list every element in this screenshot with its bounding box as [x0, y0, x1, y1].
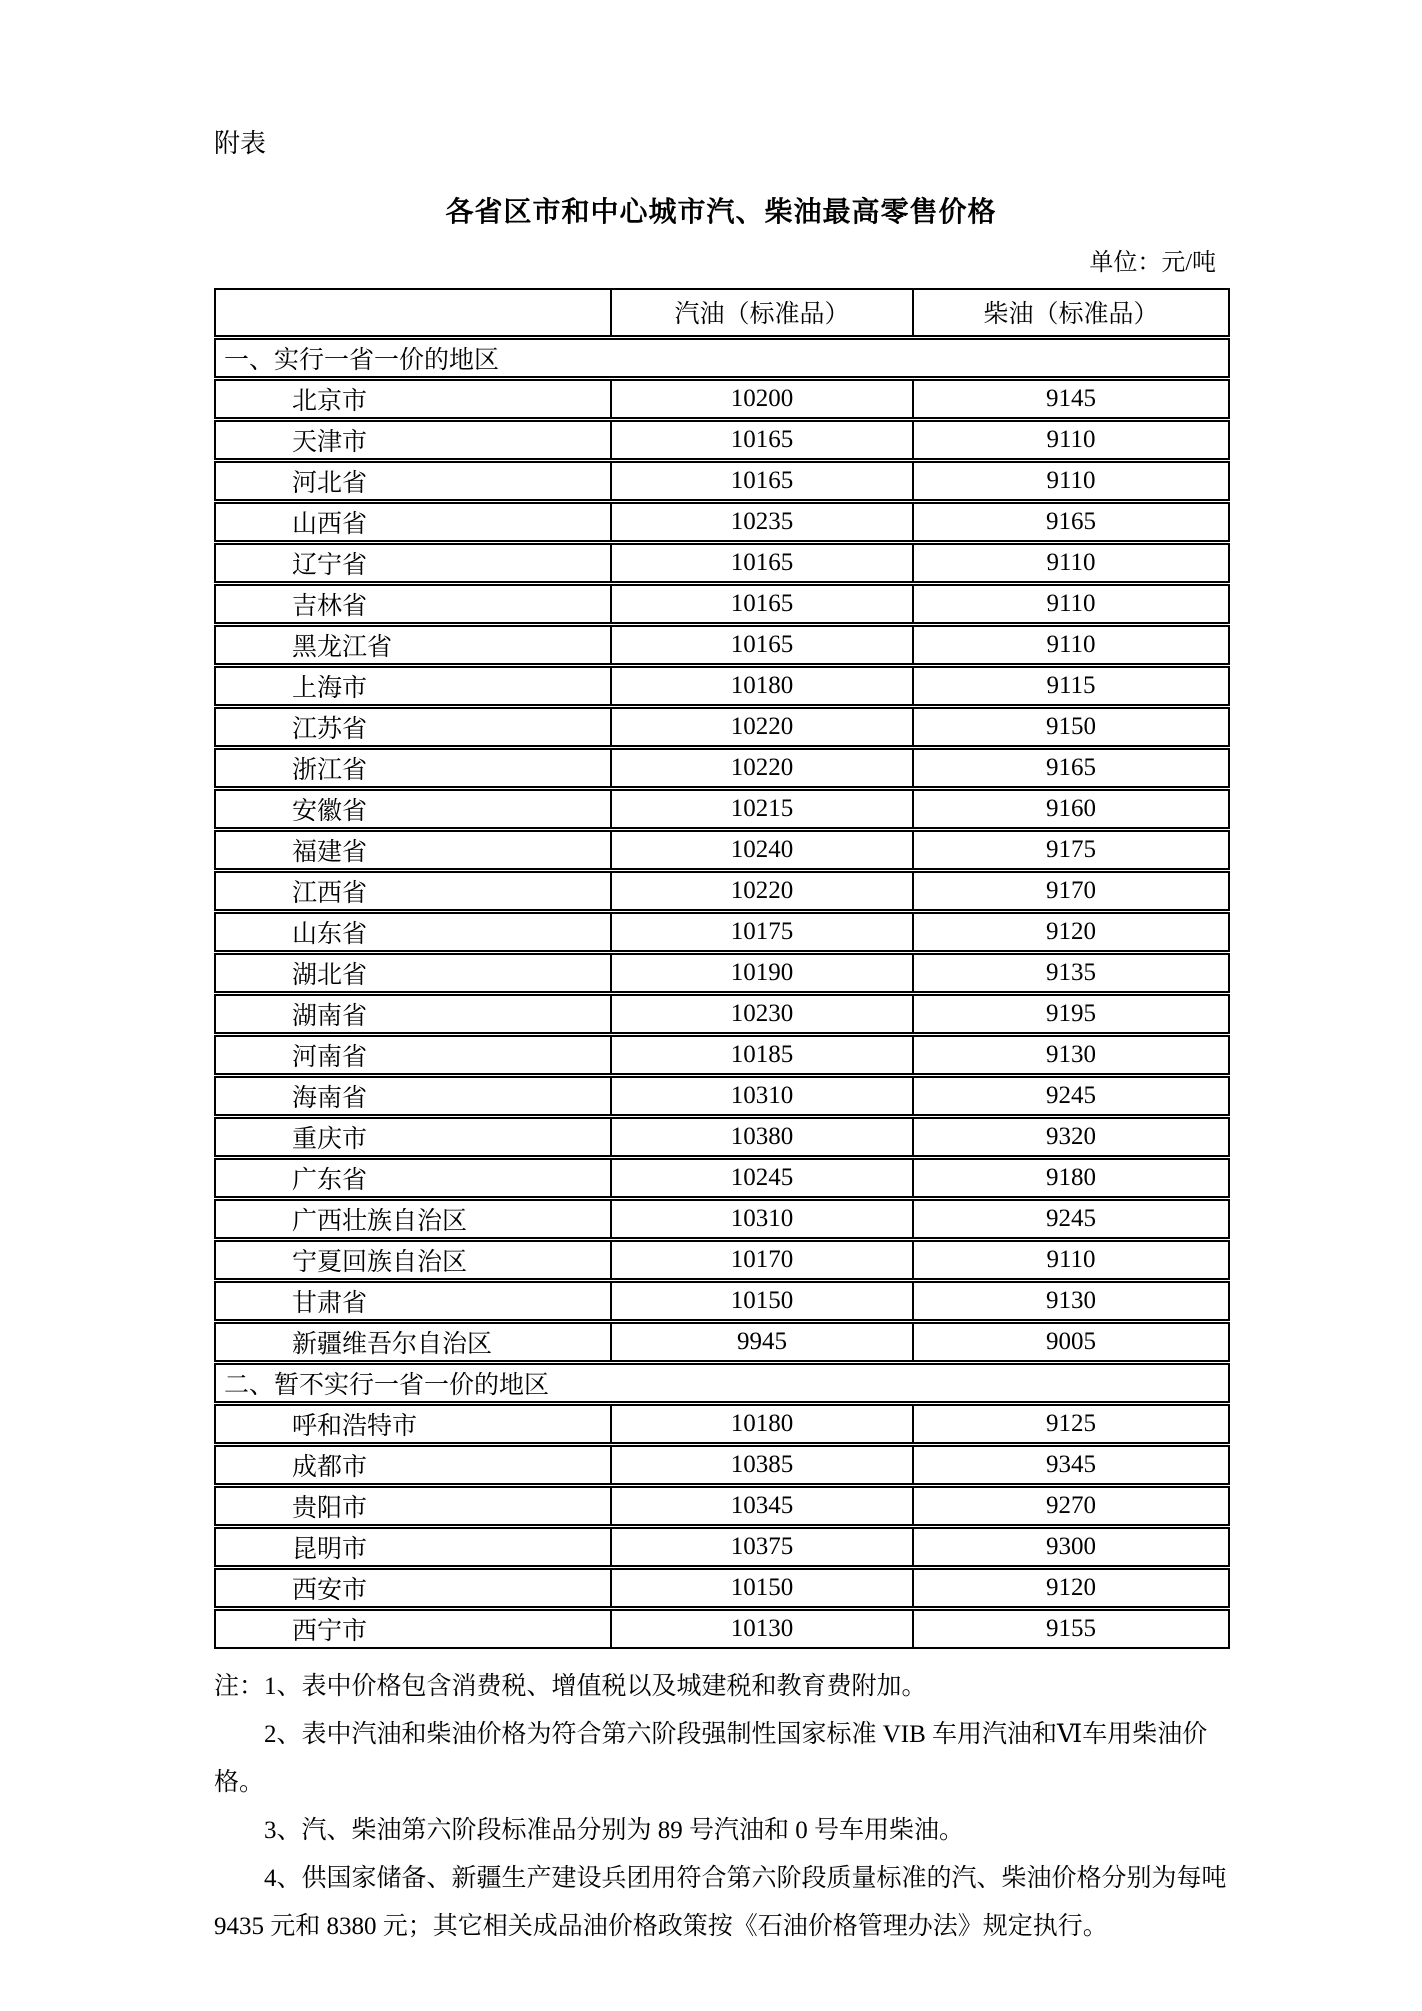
notes-prefix: 注： — [214, 1672, 265, 1700]
region-name: 海南省 — [215, 1075, 611, 1116]
table-row — [215, 501, 1229, 542]
region-name: 甘肃省 — [215, 1280, 611, 1321]
appendix-label: 附表 — [214, 129, 267, 158]
table-row — [215, 378, 1229, 419]
table-row — [215, 1567, 1229, 1608]
page-title: 各省区市和中心城市汽、柴油最高零售价格 — [445, 196, 997, 227]
diesel-price: 9160 — [913, 788, 1229, 829]
diesel-price: 9110 — [913, 1239, 1229, 1280]
table-row — [215, 747, 1229, 788]
table-row — [215, 1608, 1229, 1648]
table-row — [215, 1485, 1229, 1526]
region-column-header — [215, 289, 611, 337]
region-name: 新疆维吾尔自治区 — [215, 1321, 611, 1362]
gasoline-price: 10150 — [611, 1567, 913, 1608]
diesel-price: 9245 — [913, 1075, 1229, 1116]
gasoline-price: 10220 — [611, 747, 913, 788]
region-name: 西安市 — [215, 1567, 611, 1608]
region-name: 成都市 — [215, 1444, 611, 1485]
note-line-3: 3、汽、柴油第六阶段标准品分别为 89 号汽油和 0 号车用柴油。 — [264, 1816, 965, 1844]
region-name: 昆明市 — [215, 1526, 611, 1567]
diesel-price: 9170 — [913, 870, 1229, 911]
diesel-column-header: 柴油（标准品） — [913, 289, 1229, 337]
region-name: 湖北省 — [215, 952, 611, 993]
diesel-price: 9110 — [913, 624, 1229, 665]
gasoline-price: 10165 — [611, 542, 913, 583]
note-line-2: 2、表中汽油和柴油价格为符合第六阶段强制性国家标准 VIB 车用汽油和Ⅵ车用柴油价格。 — [214, 1720, 1208, 1796]
region-name: 天津市 — [215, 419, 611, 460]
region-name: 湖南省 — [215, 993, 611, 1034]
diesel-price: 9155 — [913, 1608, 1229, 1648]
section-header: 二、暂不实行一省一价的地区 — [215, 1362, 1229, 1403]
region-name: 河南省 — [215, 1034, 611, 1075]
diesel-price: 9005 — [913, 1321, 1229, 1362]
diesel-price: 9150 — [913, 706, 1229, 747]
table-row — [215, 1157, 1229, 1198]
column-header-row — [215, 289, 1229, 337]
region-name: 广西壮族自治区 — [215, 1198, 611, 1239]
table-row — [215, 1280, 1229, 1321]
gasoline-price: 10385 — [611, 1444, 913, 1485]
gasoline-price: 10130 — [611, 1608, 913, 1648]
diesel-price: 9110 — [913, 583, 1229, 624]
note-line-1 — [214, 1663, 1228, 1711]
region-name: 西宁市 — [215, 1608, 611, 1648]
region-name: 重庆市 — [215, 1116, 611, 1157]
region-name: 辽宁省 — [215, 542, 611, 583]
diesel-price: 9110 — [913, 542, 1229, 583]
section-header-row — [215, 1362, 1229, 1403]
gasoline-price: 10310 — [611, 1198, 913, 1239]
region-name: 北京市 — [215, 378, 611, 419]
diesel-price: 9245 — [913, 1198, 1229, 1239]
gasoline-price: 10150 — [611, 1280, 913, 1321]
region-name: 呼和浩特市 — [215, 1403, 611, 1444]
region-name: 安徽省 — [215, 788, 611, 829]
table-row — [215, 460, 1229, 501]
gasoline-column-header: 汽油（标准品） — [611, 289, 913, 337]
diesel-price: 9165 — [913, 501, 1229, 542]
gasoline-price: 10375 — [611, 1526, 913, 1567]
gasoline-price: 10175 — [611, 911, 913, 952]
gasoline-price: 10240 — [611, 829, 913, 870]
table-row — [215, 829, 1229, 870]
diesel-price: 9180 — [913, 1157, 1229, 1198]
gasoline-price: 10190 — [611, 952, 913, 993]
table-row — [215, 1075, 1229, 1116]
region-name: 山东省 — [215, 911, 611, 952]
table-row — [215, 1321, 1229, 1362]
region-name: 江西省 — [215, 870, 611, 911]
table-row — [215, 911, 1229, 952]
gasoline-price: 10215 — [611, 788, 913, 829]
gasoline-price: 10165 — [611, 460, 913, 501]
price-table — [214, 288, 1230, 1649]
note-text-1: 1、表中价格包含消费税、增值税以及城建税和教育费附加。 — [264, 1672, 927, 1700]
region-name: 吉林省 — [215, 583, 611, 624]
gasoline-price: 10230 — [611, 993, 913, 1034]
diesel-price: 9270 — [913, 1485, 1229, 1526]
table-row — [215, 624, 1229, 665]
table-row — [215, 1239, 1229, 1280]
region-name: 江苏省 — [215, 706, 611, 747]
gasoline-price: 10245 — [611, 1157, 913, 1198]
table-row — [215, 870, 1229, 911]
gasoline-price: 10180 — [611, 665, 913, 706]
region-name: 山西省 — [215, 501, 611, 542]
diesel-price: 9345 — [913, 1444, 1229, 1485]
diesel-price: 9115 — [913, 665, 1229, 706]
region-name: 广东省 — [215, 1157, 611, 1198]
diesel-price: 9195 — [913, 993, 1229, 1034]
diesel-price: 9110 — [913, 419, 1229, 460]
diesel-price: 9320 — [913, 1116, 1229, 1157]
diesel-price: 9130 — [913, 1280, 1229, 1321]
section-header: 一、实行一省一价的地区 — [215, 337, 1229, 378]
diesel-price: 9165 — [913, 747, 1229, 788]
diesel-price: 9110 — [913, 460, 1229, 501]
gasoline-price: 10165 — [611, 624, 913, 665]
gasoline-price: 10185 — [611, 1034, 913, 1075]
region-name: 黑龙江省 — [215, 624, 611, 665]
gasoline-price: 10220 — [611, 706, 913, 747]
diesel-price: 9300 — [913, 1526, 1229, 1567]
gasoline-price: 9945 — [611, 1321, 913, 1362]
table-row — [215, 1403, 1229, 1444]
table-row — [215, 1444, 1229, 1485]
table-row — [215, 788, 1229, 829]
table-row — [215, 1198, 1229, 1239]
note-line-4: 4、供国家储备、新疆生产建设兵团用符合第六阶段质量标准的汽、柴油价格分别为每吨 9435 元和 8380 元；其它相关成品油价格政策按《石油价格管理办法》规定执行。 — [214, 1864, 1227, 1940]
table-row — [215, 1034, 1229, 1075]
table-row — [215, 1526, 1229, 1567]
region-name: 河北省 — [215, 460, 611, 501]
gasoline-price: 10235 — [611, 501, 913, 542]
gasoline-price: 10170 — [611, 1239, 913, 1280]
table-row — [215, 952, 1229, 993]
table-row — [215, 419, 1229, 460]
region-name: 浙江省 — [215, 747, 611, 788]
table-row — [215, 583, 1229, 624]
document-content — [214, 128, 1228, 1951]
diesel-price: 9120 — [913, 911, 1229, 952]
diesel-price: 9120 — [913, 1567, 1229, 1608]
table-row — [215, 665, 1229, 706]
table-row — [215, 542, 1229, 583]
diesel-price: 9135 — [913, 952, 1229, 993]
table-row — [215, 993, 1229, 1034]
diesel-price: 9130 — [913, 1034, 1229, 1075]
price-table-body — [215, 337, 1229, 1648]
gasoline-price: 10180 — [611, 1403, 913, 1444]
unit-label: 单位：元/吨 — [1089, 250, 1216, 276]
gasoline-price: 10165 — [611, 419, 913, 460]
notes — [214, 1663, 1228, 1951]
diesel-price: 9175 — [913, 829, 1229, 870]
region-name: 宁夏回族自治区 — [215, 1239, 611, 1280]
diesel-price: 9125 — [913, 1403, 1229, 1444]
region-name: 福建省 — [215, 829, 611, 870]
diesel-price: 9145 — [913, 378, 1229, 419]
gasoline-price: 10200 — [611, 378, 913, 419]
gasoline-price: 10380 — [611, 1116, 913, 1157]
table-row — [215, 1116, 1229, 1157]
gasoline-price: 10165 — [611, 583, 913, 624]
region-name: 贵阳市 — [215, 1485, 611, 1526]
table-row — [215, 706, 1229, 747]
gasoline-price: 10345 — [611, 1485, 913, 1526]
section-header-row — [215, 337, 1229, 378]
gasoline-price: 10220 — [611, 870, 913, 911]
gasoline-price: 10310 — [611, 1075, 913, 1116]
region-name: 上海市 — [215, 665, 611, 706]
